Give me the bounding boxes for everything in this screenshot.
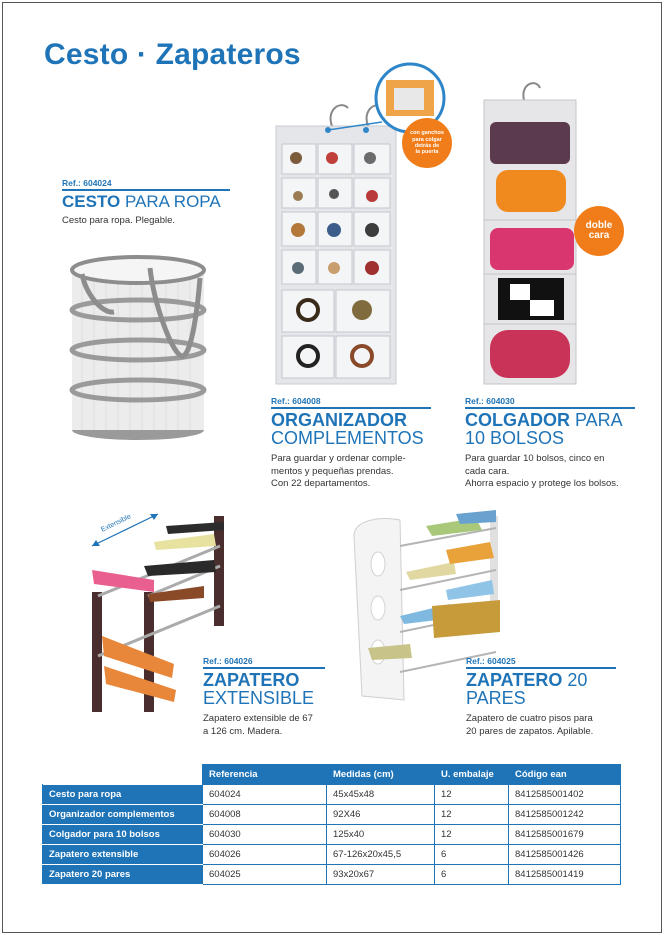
cell-ean: 8412585001419 (509, 865, 621, 885)
double-side-badge: doble cara (574, 206, 624, 256)
cell-ref: 604026 (203, 845, 327, 865)
divider (465, 407, 635, 409)
table-row (43, 825, 621, 845)
table-header: Referencia (203, 765, 327, 785)
cell-medidas: 92X46 (327, 805, 435, 825)
cell-embalaje: 12 (435, 805, 509, 825)
product-description: Cesto para ropa. Plegable. (62, 215, 176, 227)
cell-ean: 8412585001426 (509, 845, 621, 865)
row-label: Organizador complementos (43, 805, 203, 825)
table-row (43, 865, 621, 885)
product-name-rest: EXTENSIBLE (203, 688, 315, 709)
product-name-line2: PARES (466, 688, 526, 709)
cell-ref: 604025 (203, 865, 327, 885)
cell-medidas: 45x45x48 (327, 785, 435, 805)
product-ref: Ref.: 604024 (62, 178, 112, 188)
product-colgador (465, 396, 635, 491)
cell-ean: 8412585001242 (509, 805, 621, 825)
product-description: Para guardar y ordenar comple- mentos y pequeñas prendas. Con 22 departamentos. (271, 452, 406, 490)
cell-ean: 8412585001402 (509, 785, 621, 805)
bag-hanger-image (480, 78, 580, 386)
product-name (62, 193, 230, 210)
hook-badge: con ganchos para colgar detrás de la puerta (402, 118, 452, 168)
table-row (43, 845, 621, 865)
product-organizador (271, 396, 431, 491)
table-header: Medidas (cm) (327, 765, 435, 785)
product-name-bold: ZAPATERO (466, 670, 563, 690)
extensible-tag: Extensible (100, 513, 133, 534)
product-description: Para guardar 10 bolsos, cinco en cada cara. Ahorra espacio y protege los bolsos. (465, 452, 619, 490)
product-description: Zapatero de cuatro pisos para 20 pares de zapatos. Apilable. (466, 712, 594, 737)
product-name-rest: 20 (562, 670, 588, 690)
table-header-row (43, 765, 621, 785)
cell-ean: 8412585001679 (509, 825, 621, 845)
divider (271, 407, 431, 409)
product-name (271, 411, 431, 448)
row-label: Cesto para ropa (43, 785, 203, 805)
jewelry-organizer-image (268, 62, 448, 387)
product-name-bold: ZAPATERO (203, 670, 300, 690)
product-name-rest: PARA ROPA (120, 192, 221, 211)
cell-ref: 604030 (203, 825, 327, 845)
product-zapatero-extensible (203, 656, 325, 738)
page-title: Cesto · Zapateros (44, 38, 301, 71)
cell-medidas: 93x20x67 (327, 865, 435, 885)
product-ref: Ref.: 604030 (465, 396, 515, 406)
product-name-bold: COLGADOR (465, 410, 570, 430)
row-label: Zapatero 20 pares (43, 865, 203, 885)
product-zapatero-20 (466, 656, 616, 738)
product-name-bold: ORGANIZADOR (271, 410, 407, 430)
product-name-bold: CESTO (62, 192, 121, 211)
product-name-rest: COMPLEMENTOS (271, 428, 424, 449)
cell-embalaje: 6 (435, 845, 509, 865)
table-row (43, 785, 621, 805)
row-label: Colgador para 10 bolsos (43, 825, 203, 845)
cell-medidas: 67-126x20x45,5 (327, 845, 435, 865)
cell-embalaje: 6 (435, 865, 509, 885)
divider (62, 189, 230, 191)
divider (203, 667, 325, 669)
table-header-blank (43, 765, 203, 785)
cell-embalaje: 12 (435, 785, 509, 805)
spec-table (42, 764, 621, 885)
cell-ref: 604024 (203, 785, 327, 805)
laundry-basket-image (62, 244, 214, 442)
product-name (466, 671, 616, 708)
cell-ref: 604008 (203, 805, 327, 825)
product-ref: Ref.: 604026 (203, 656, 253, 666)
table-row (43, 805, 621, 825)
table-header: U. embalaje (435, 765, 509, 785)
product-name (203, 671, 325, 708)
product-ref: Ref.: 604025 (466, 656, 516, 666)
cell-medidas: 125x40 (327, 825, 435, 845)
divider (466, 667, 616, 669)
product-name-rest: PARA (570, 410, 623, 430)
cell-embalaje: 12 (435, 825, 509, 845)
table-header: Código ean (509, 765, 621, 785)
product-name (465, 411, 635, 448)
product-cesto (62, 178, 230, 228)
product-ref: Ref.: 604008 (271, 396, 321, 406)
product-description: Zapatero extensible de 67 a 126 cm. Madera. (203, 712, 313, 737)
product-name-line2: 10 BOLSOS (465, 428, 565, 449)
row-label: Zapatero extensible (43, 845, 203, 865)
